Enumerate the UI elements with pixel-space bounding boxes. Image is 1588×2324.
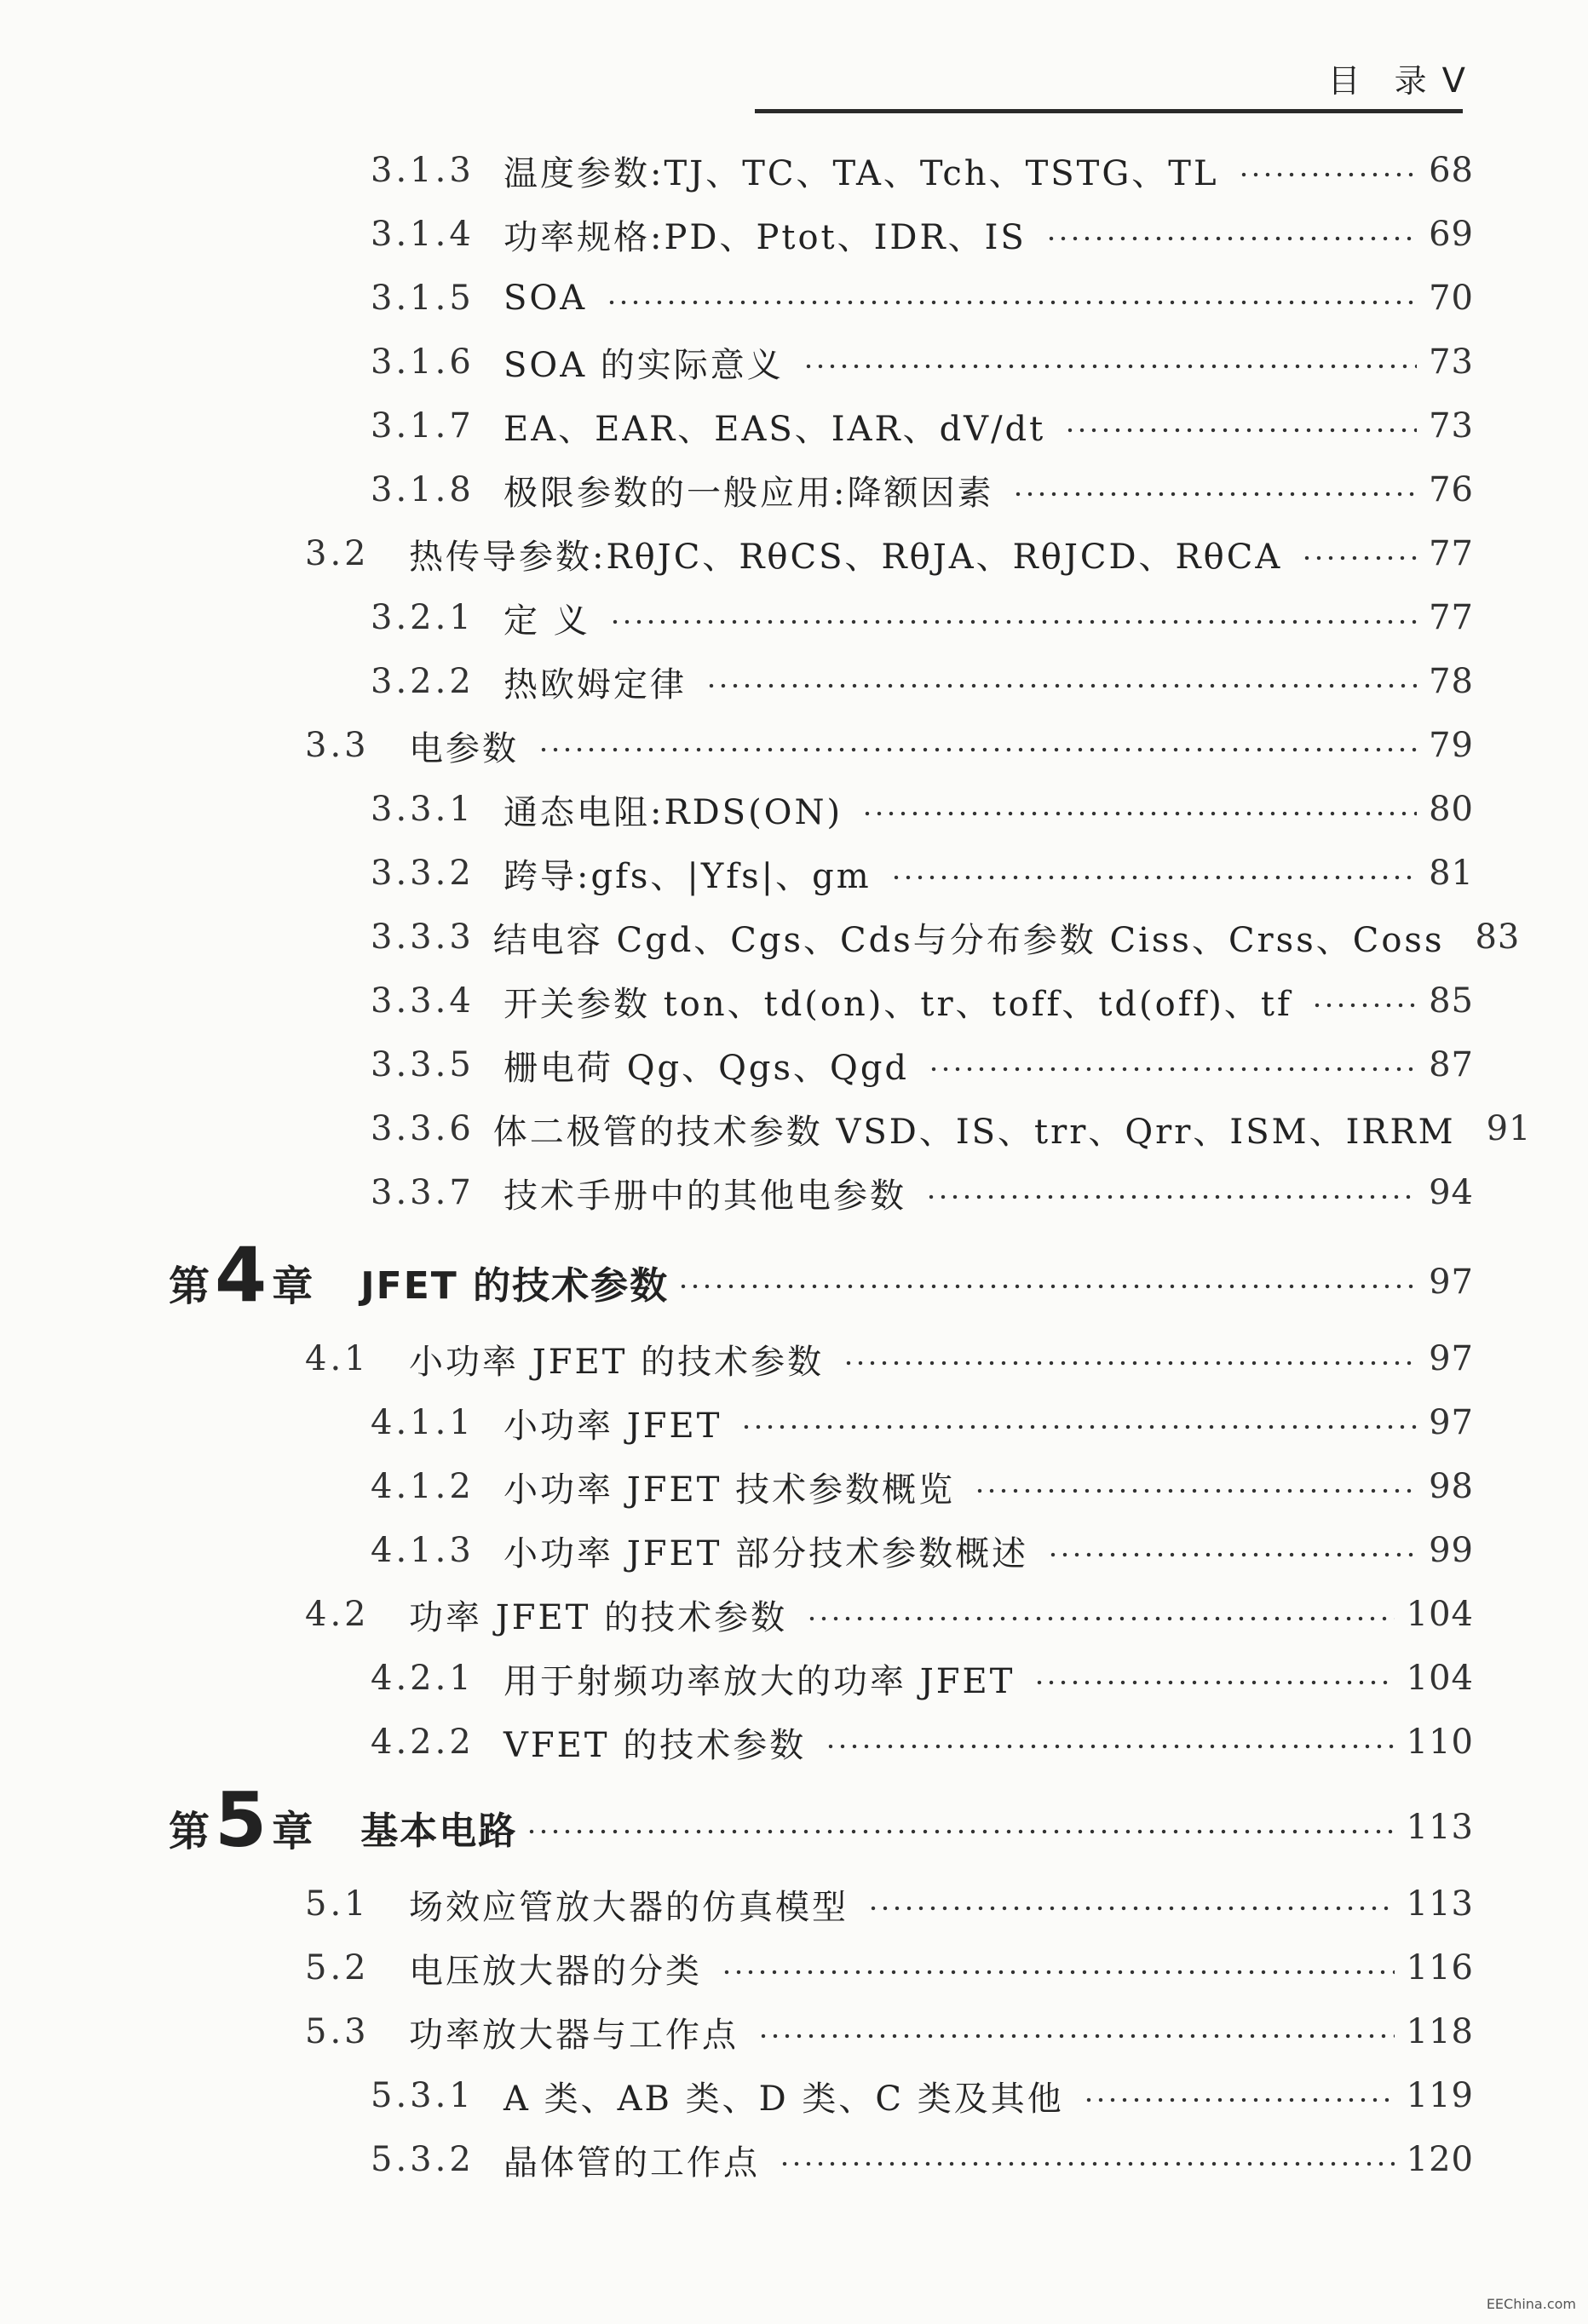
toc-entry[interactable] [371,273,1474,324]
entry-number: 3.1.3 [371,151,475,190]
toc-entry[interactable] [305,2006,1474,2057]
entry-title: 栅电荷 Qg、Qgs、Qgd [503,1048,910,1088]
entry-title: 体二极管的技术参数 VSD、IS、trr、Qrr、ISM、IRRM [492,1112,1456,1152]
entry-title: 小功率 JFET 部分技术参数概述 [503,1533,1029,1573]
toc-entry[interactable] [371,400,1474,452]
dot-leader [1047,1552,1417,1557]
entry-title: 热传导参数:RθJC、RθCS、RθJA、RθJCD、RθCA [409,537,1283,577]
entry-title: A 类、AB 类、D 类、C 类及其他 [503,2079,1064,2119]
toc-entry[interactable] [371,145,1474,196]
dot-leader [1064,428,1417,433]
entry-title: 热欧姆定律 [503,664,687,705]
entry-title: 功率 JFET 的技术参数 [409,1597,788,1637]
entry-title: SOA 的实际意义 [503,345,784,385]
entry-number: 5.3.1 [371,2076,475,2115]
toc-entry[interactable] [371,656,1474,707]
dot-leader [757,2034,1395,2039]
dot-leader [1301,555,1417,561]
entry-title: 极限参数的一般应用:降额因素 [503,473,994,513]
chapter-number: 4 [215,1231,268,1319]
dot-leader [721,1970,1395,1975]
toc-entry[interactable] [371,1397,1474,1448]
entry-page: 69 [1429,215,1474,254]
toc-entry[interactable] [305,1878,1474,1930]
entry-number: 5.2 [305,1948,370,1987]
entry-page: 120 [1406,2140,1474,2179]
toc-entry[interactable] [371,1525,1474,1576]
entry-number: 3.2.1 [371,598,475,637]
entry-title: 电压放大器的分类 [409,1951,702,1991]
entry-page: 81 [1429,854,1474,893]
dot-leader [928,1067,1417,1072]
dot-leader [803,364,1417,369]
dot-leader [606,300,1417,305]
entry-number: 4.1 [305,1339,370,1378]
dot-leader [1311,1003,1417,1008]
entry-page: 85 [1429,981,1474,1021]
entry-title: SOA [503,279,588,318]
entry-title: 温度参数:TJ、TC、TA、Tch、TSTG、TL [503,153,1219,193]
entry-number: 3.1.4 [371,215,475,254]
running-header [1303,60,1465,102]
chapter-title: JFET 的技术参数 [360,1264,670,1308]
header-rule [755,109,1463,113]
entry-page: 76 [1429,470,1474,509]
entry-number: 4.2 [305,1595,370,1634]
chapter-page: 113 [1406,1808,1474,1847]
chapter-prefix: 第 [169,1262,210,1310]
toc-entry[interactable] [305,1333,1474,1384]
toc-entry[interactable] [371,1167,1474,1218]
toc-entry[interactable] [371,209,1474,260]
chapter-prefix: 第 [169,1807,210,1855]
chapter-suffix: 章 [272,1807,314,1855]
chapter-heading-5[interactable] [169,1776,1474,1866]
entry-page: 98 [1429,1467,1474,1506]
entry-number: 3.1.5 [371,279,475,318]
dot-leader [740,1424,1417,1429]
dot-leader [890,875,1417,880]
entry-title: 电参数 [409,728,519,768]
entry-page: 119 [1406,2076,1474,2115]
entry-page: 68 [1429,151,1474,190]
entry-title: 开关参数 ton、td(on)、tr、toff、td(off)、tf [503,984,1292,1024]
dot-leader [825,1744,1394,1749]
toc-entry[interactable] [305,1942,1474,1993]
toc-entry[interactable] [305,1589,1474,1640]
toc-entry[interactable] [371,975,1474,1027]
entry-number: 4.1.2 [371,1467,475,1506]
dot-leader [806,1616,1395,1621]
entry-title: 结电容 Cgd、Cgs、Cds与分布参数 Ciss、Crss、Coss [492,920,1445,960]
entry-number: 3.3.7 [371,1173,475,1212]
entry-page: 97 [1429,1403,1474,1442]
entry-page: 80 [1429,790,1474,829]
dot-leader [1012,492,1417,497]
toc-entry[interactable] [371,1461,1474,1512]
entry-number: 3.3.3 [371,918,475,957]
entry-page: 113 [1406,1884,1474,1924]
entry-number: 3.2 [305,534,370,573]
entry-page: 77 [1429,598,1474,637]
toc-entry[interactable] [371,337,1474,388]
entry-number: 4.2.1 [371,1659,475,1698]
header-page-numeral: V [1441,61,1465,101]
entry-number: 3.1.8 [371,470,475,509]
entry-number: 3.3.1 [371,790,475,829]
entry-page: 70 [1429,279,1474,318]
toc-entry[interactable] [305,720,1474,771]
chapter-heading-4[interactable] [169,1231,1474,1320]
entry-page: 83 [1475,918,1521,957]
toc-entry[interactable] [371,2134,1474,2185]
dot-leader [1238,172,1418,177]
entry-number: 3.2.2 [371,662,475,701]
chapter-number: 5 [215,1776,268,1864]
toc-entry[interactable] [371,1103,1532,1154]
entry-title: 小功率 JFET [503,1406,722,1446]
entry-title: 功率放大器与工作点 [409,2015,739,2055]
dot-leader [677,1284,1417,1289]
toc-entry[interactable] [305,528,1474,579]
entry-title: 小功率 JFET 技术参数概览 [503,1470,956,1510]
entry-number: 4.1.1 [371,1403,475,1442]
toc-entry[interactable] [371,784,1474,835]
entry-page: 87 [1429,1045,1474,1084]
dot-leader [925,1194,1417,1199]
entry-page: 104 [1406,1659,1474,1698]
entry-page: 118 [1406,2012,1474,2051]
toc-entry[interactable] [371,1717,1474,1768]
entry-page: 94 [1429,1173,1474,1212]
toc-entry[interactable] [371,2070,1474,2121]
toc-entry[interactable] [371,912,1521,963]
toc-entry[interactable] [371,464,1474,515]
entry-page: 73 [1429,342,1474,382]
dot-leader [974,1488,1417,1493]
entry-number: 3.3.2 [371,854,475,893]
toc-entry[interactable] [371,1039,1474,1090]
entry-page: 104 [1406,1595,1474,1634]
chapter-title: 基本电路 [360,1809,518,1853]
entry-title: 定 义 [503,601,590,641]
toc-entry[interactable] [371,1653,1474,1704]
entry-title: 跨导:gfs、|Yfs|、gm [503,856,872,896]
entry-number: 3.3.4 [371,981,475,1021]
dot-leader [1083,2097,1395,2103]
dot-leader [526,1829,1394,1834]
entry-page: 77 [1429,534,1474,573]
entry-page: 110 [1406,1723,1474,1762]
entry-number: 5.3 [305,2012,370,2051]
entry-number: 3.3.5 [371,1045,475,1084]
entry-page: 99 [1429,1531,1474,1570]
entry-number: 3.1.7 [371,406,475,446]
entry-page: 97 [1429,1339,1474,1378]
chapter-page: 97 [1429,1263,1474,1302]
entry-number: 4.2.2 [371,1723,475,1762]
entry-number: 3.1.6 [371,342,475,382]
entry-number: 3.3 [305,726,370,765]
entry-page: 91 [1486,1109,1532,1148]
toc-entry[interactable] [371,592,1474,643]
entry-page: 78 [1429,662,1474,701]
entry-page: 79 [1429,726,1474,765]
entry-title: 功率规格:PD、Ptot、IDR、IS [503,217,1027,257]
dot-leader [1033,1680,1394,1685]
dot-leader [867,1906,1395,1911]
entry-title: 小功率 JFET 的技术参数 [409,1342,825,1382]
entry-number: 5.1 [305,1884,370,1924]
entry-title: 场效应管放大器的仿真模型 [409,1887,849,1927]
entry-title: EA、EAR、EAS、IAR、dV/dt [503,409,1046,449]
site-watermark: EEChina.com [1486,2296,1576,2312]
dot-leader [779,2161,1395,2166]
dot-leader [538,747,1417,752]
entry-title: 晶体管的工作点 [503,2143,760,2183]
toc-entry[interactable] [371,848,1474,899]
chapter-suffix: 章 [272,1262,314,1310]
entry-page: 116 [1406,1948,1474,1987]
entry-title: VFET 的技术参数 [503,1725,807,1765]
header-title: 目 录 [1327,62,1439,100]
dot-leader [1045,236,1417,241]
entry-number: 5.3.2 [371,2140,475,2179]
entry-page: 73 [1429,406,1474,446]
entry-number: 3.3.6 [371,1109,475,1148]
dot-leader [861,811,1417,816]
dot-leader [843,1360,1417,1366]
entry-title: 通态电阻:RDS(ON) [503,792,843,832]
dot-leader [705,683,1417,688]
dot-leader [609,619,1417,624]
entry-title: 技术手册中的其他电参数 [503,1176,906,1216]
entry-title: 用于射频功率放大的功率 JFET [503,1661,1016,1701]
entry-number: 4.1.3 [371,1531,475,1570]
